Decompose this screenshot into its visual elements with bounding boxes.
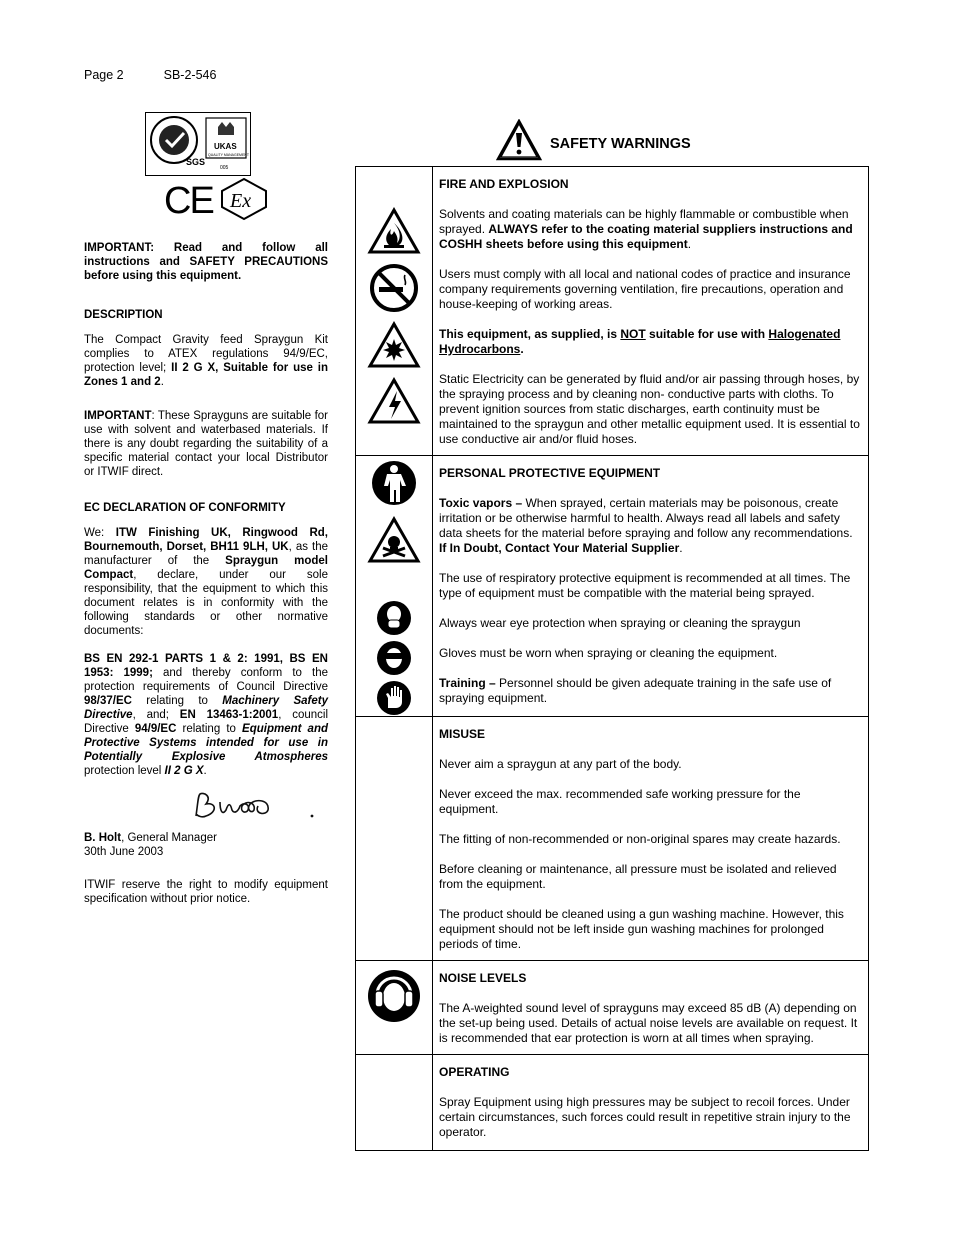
sgs-text: SGS	[186, 157, 206, 167]
ex-mark: Ex	[230, 190, 252, 212]
ppe-text-3: Always wear eye protection when spraying or cleaning the spraygun	[439, 616, 801, 630]
misuse-text-5: The product should be cleaned using a gun washing machine. However, this equipment should not be left inside gun washing machines for prolonged periods of time.	[439, 907, 844, 951]
signature	[190, 788, 320, 824]
signatory-name-title: B. Holt, General Manager	[84, 832, 217, 844]
ukas-subtext: QUALITY MANAGEMENT	[208, 153, 249, 157]
page-header	[84, 68, 216, 82]
operating-heading: OPERATING	[439, 1065, 510, 1079]
description-text: The Compact Gravity feed Spraygun Kit complies to ATEX regulations 94/9/EC, protection level; II 2 G X, Suitable for use in Zones 1 and 2.	[84, 334, 328, 388]
ukas-number: 005	[220, 165, 229, 171]
flammable-warning-icon	[367, 207, 421, 255]
left-column	[84, 241, 328, 792]
certification-logos	[145, 112, 251, 176]
ppe-text-5: Training – Personnel should be given adequate training in the safe use of spraying equipment.	[439, 676, 832, 705]
document-number: SB-2-546	[163, 68, 217, 82]
signature-date: 30th June 2003	[84, 846, 164, 858]
noise-heading: NOISE LEVELS	[439, 971, 527, 985]
noise-text-1: The A-weighted sound level of sprayguns may exceed 85 dB (A) depending on the set-up being used. Details of actual noise levels are available on request. It is recommended that ear protection is worn at all times when spraying.	[439, 1001, 858, 1045]
fire-text-4: Static Electricity can be generated by fluid and/or air passing through hoses, by the spraying process and by cleaning non- conductive parts with cloths. To prevent ignition sources from static discharges, earth continuity must be maintained to the spraygun and other metallic equipment used. It is essential to use conductive air and/or fluid hoses.	[439, 372, 860, 446]
fire-text-2: Users must comply with all local and national codes of practice and insurance company requirements governing ventilation, fire precautions, operation and house-keeping of working areas.	[439, 267, 851, 311]
eye-protection-icon	[376, 640, 412, 676]
respirator-icon	[376, 600, 412, 636]
safety-warnings-title	[496, 119, 691, 161]
iso-certification-logo	[146, 113, 250, 175]
ppe-text-4: Gloves must be worn when spraying or cleaning the equipment.	[439, 646, 778, 660]
operating-text-1: Spray Equipment using high pressures may be subject to recoil forces. Under certain circumstances, such forces could result in repetitive strain injury to the operator.	[439, 1095, 851, 1139]
ce-mark: CE	[164, 180, 213, 221]
ear-protection-icon	[367, 969, 421, 1023]
misuse-text-2: Never exceed the max. recommended safe working pressure for the equipment.	[439, 787, 801, 816]
fire-text-3: This equipment, as supplied, is NOT suitable for use with Halogenated Hydrocarbons.	[439, 327, 841, 356]
ukas-text: UKAS	[214, 142, 237, 151]
misuse-text-4: Before cleaning or maintenance, all pressure must be isolated and relieved from the equipment.	[439, 862, 837, 891]
protective-suit-icon	[371, 460, 417, 506]
ec-declaration-text: We: ITW Finishing UK, Ringwood Rd, Bournemouth, Dorset, BH11 9LH, UK, as the manufacturer of the Spraygun model Compact, declare, under our sole responsibility, that the equipment to which this document relates is in conformity with the following standards or other normative documents:	[84, 527, 329, 637]
explosive-warning-icon	[367, 321, 421, 369]
misuse-text-1: Never aim a spraygun at any part of the body.	[439, 757, 682, 771]
operating-section	[356, 1055, 869, 1151]
signatory	[84, 831, 328, 859]
noise-section	[356, 961, 869, 1055]
fire-explosion-section	[356, 167, 869, 456]
ppe-section	[356, 456, 869, 717]
ppe-text-2: The use of respiratory protective equipment is recommended at all times. The type of equipment must be compatible with the material being sprayed.	[439, 571, 851, 600]
fire-explosion-heading: FIRE AND EXPLOSION	[439, 177, 569, 191]
modification-notice: ITWIF reserve the right to modify equipment specification without prior notice.	[84, 879, 328, 905]
ce-ex-marks	[164, 177, 274, 221]
ppe-heading: PERSONAL PROTECTIVE EQUIPMENT	[439, 466, 661, 480]
no-smoking-icon	[369, 263, 419, 313]
warning-triangle-icon	[496, 119, 542, 161]
safety-warnings-label: SAFETY WARNINGS	[550, 136, 691, 152]
misuse-text-3: The fitting of non-recommended or non-original spares may create hazards.	[439, 832, 841, 846]
fire-text-1: Solvents and coating materials can be highly flammable or combustible when sprayed. ALWAYS refer to the coating material suppliers instructions and COSHH sheets before using this equipment.	[439, 207, 853, 251]
gloves-icon	[376, 680, 412, 716]
misuse-heading: MISUSE	[439, 727, 486, 741]
ec-declaration-heading: EC DECLARATION OF CONFORMITY	[84, 502, 286, 514]
important-notice: IMPORTANT: Read and follow all instructions and SAFETY PRECAUTIONS before using this equipment.	[84, 242, 328, 282]
toxic-warning-icon	[367, 516, 421, 564]
misuse-section	[356, 717, 869, 961]
important-suitability: IMPORTANT: These Sprayguns are suitable for use with solvent and waterbased materials. If there is any doubt regarding the suitability of a specific material contact your local Distributor or ITWIF direct.	[84, 410, 328, 478]
standards-text: BS EN 292-1 PARTS 1 & 2: 1991, BS EN 1953: 1999; and thereby conform to the protection requirements of Council Directive 98/37/EC relating to Machinery Safety Directive, and; EN 13463-1:2001, council Directive 94/9/EC relating to Equipment and Protective Systems intended for use in Potentially Explosive Atmospheres protection level II 2 G X.	[84, 653, 329, 777]
description-heading: DESCRIPTION	[84, 309, 163, 321]
page-number: Page 2	[84, 68, 124, 82]
electrical-hazard-icon	[367, 377, 421, 425]
safety-warnings-table	[355, 166, 869, 1151]
ppe-text-1: Toxic vapors – When sprayed, certain materials may be poisonous, create irritation or be otherwise harmful to health. Always read all labels and safety data sheets for the material before spraying and follow any recommendations. If In Doubt, Contact Your Material Supplier.	[439, 496, 853, 555]
